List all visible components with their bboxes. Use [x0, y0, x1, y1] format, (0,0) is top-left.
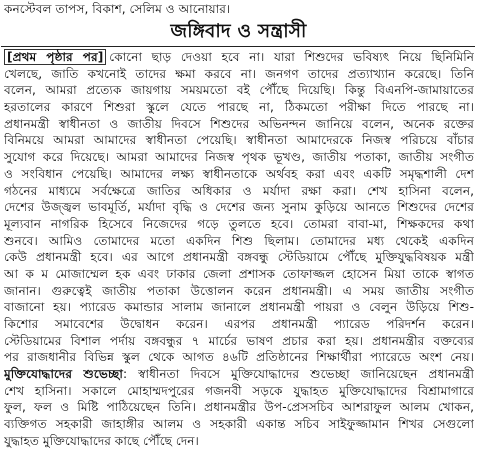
body-line: কিশোর সমাবেশের উদ্বোধন করেন। এরপর প্রধানমন্ত্রী প্যারেড পরিদর্শন করেন। [4, 317, 474, 331]
continued-from-front-page-label: [প্রথম পৃষ্ঠার পর] [4, 49, 106, 65]
body-line: বলেন, আমরা প্রত্যেক জায়গায় সময়মতো বই পৌঁছে দিয়েছি। কিন্তু বিএনপি-জামায়াতের [4, 83, 474, 98]
body-line: প্রধানমন্ত্রী স্বাধীনতা ও জাতীয় দিবসে শিশুদের অভিনন্দন জানিয়ে বলেন, অনেক রক্তের [4, 116, 474, 131]
body-line: বিনিময়ে আমরা আমাদের স্বাধীনতা পেয়েছি। স্বাধীনতা আমাদেরকে নিজস্ব পরিচয়ে বাঁচার [4, 133, 474, 148]
body-line: বাজানো হয়। প্যারেড কমান্ডার সালাম জানালে প্রধানমন্ত্রী পায়রা ও বেলুন উড়িয়ে শিশু- [4, 300, 474, 315]
section-heading: মুক্তিযোদ্ধাদের শুভেচ্ছা [4, 367, 123, 382]
body-line: কেউ প্রধানমন্ত্রী হবে। এর আগে প্রধানমন্ত্রী বঙ্গবন্ধু স্টেডিয়ামে পৌঁছে মুক্তিযুদ্ধবিষয়ক মন্ত্রী [4, 250, 474, 265]
previous-article-tail: কনস্টেবল তাপস, বিকাশ, সেলিম ও আনোয়ার। [4, 2, 231, 16]
body-line: পর রাজধানীর বিভিন্ন স্কুল থেকে আগত ৪৬টি প্রতিষ্ঠানের শিক্ষার্থীরা প্যারেডে অংশ নেয়। [4, 350, 474, 365]
body-line: যুদ্ধাহত মুক্তিযোদ্ধাদের কাছে পৌঁছে দেন। [4, 433, 199, 448]
body-line: আ ক ম মোজাম্মেল হক এবং ঢাকার জেলা প্রশাসক তোফাজ্জল হোসেন মিয়া তাকে স্বাগত [4, 266, 474, 281]
body-line-1: [প্রথম পৃষ্ঠার পর] কোনো ছাড় দেওয়া হবে না। যারা শিশুদের ভবিষ্যৎ নিয়ে ছিনিমিনি [4, 49, 474, 66]
body-line: শুনবে। আমিও তোমাদের মতো একদিন শিশু ছিলাম। তোমাদের মধ্য থেকেই একদিন [4, 233, 474, 248]
body-line: ফুল, ফল ও মিষ্টি পাঠিয়েছেন তিনি। প্রধানমন্ত্রীর উপ-প্রেসসচিব আশরাফুল আলম খোকন, [4, 400, 474, 415]
section-line-1: মুক্তিযোদ্ধাদের শুভেচ্ছা: স্বাধীনতা দিবসে মুক্তিযোদ্ধাদের শুভেচ্ছা জানিয়েছেন প্রধানমন্ত্রী [4, 367, 474, 382]
body-line: দেশের উজ্জ্বল ভাবমূর্তি, মর্যাদা বৃদ্ধি ও দেশের জন্য সুনাম কুড়িয়ে আনতে শিশুদের দেশের [4, 200, 474, 215]
article-headline: জঙ্গিবাদ ও সন্ত্রাসী [170, 21, 307, 42]
body-line: ও সংবিধান পেয়েছি। আমাদের লক্ষ্য স্বাধীনতাকে অর্থবহ করা এবং একটি সমৃদ্ধশালী দেশ [4, 166, 474, 181]
body-line: খেলছে, জাতি কখনোই তাদের ক্ষমা করবে না। জনগণ তাদের প্রত্যাখ্যান করেছে। তিনি [4, 66, 474, 81]
body-line: স্টেডিয়ামের বিশাল পর্দায় বঙ্গবন্ধুর ৭ মার্চের ভাষণ প্রচার করা হয়। প্রধানমন্ত্রীর বক্তব্যের [4, 333, 474, 348]
body-line: জানান। গুরুত্বেই জাতীয় পতাকা উত্তোলন করেন প্রধানমন্ত্রী। এ সময় জাতীয় সংগীত [4, 283, 474, 298]
body-line: গঠনের মাধ্যমে সর্বক্ষেত্রে জাতির অধিকার ও মর্যাদা রক্ষা করা। শেখ হাসিনা বলেন, [4, 183, 474, 198]
body-line: শেখ হাসিনা। সকালে মোহাম্মদপুরের গজনবী সড়কে যুদ্ধাহত মুক্তিযোদ্ধাদের বিশ্রামাগারে [4, 383, 474, 398]
article-body [4, 49, 474, 450]
body-line: ব্যক্তিগত সহকারী জাহাঙ্গীর আলম ও সহকারী একান্ত সচিব সাইফুজ্জামান শিখর সেগুলো [4, 417, 474, 432]
body-line: হরতালের কারণে শিশুরা স্কুলে যেতে পারছে না, ঠিকমতো পরীক্ষা দিতে পারছে না। [4, 100, 474, 115]
body-line: সুযোগ করে দিয়েছে। আমরা আমাদের নিজস্ব পৃথক ভূখণ্ড, জাতীয় পতাকা, জাতীয় সংগীত [4, 150, 474, 165]
body-line: মূল্যবান নাগরিক হিসেবে নিজেদের গড়ে তুলতে হবে। তোমরা বাবা-মা, শিক্ষকদের কথা [4, 216, 474, 231]
